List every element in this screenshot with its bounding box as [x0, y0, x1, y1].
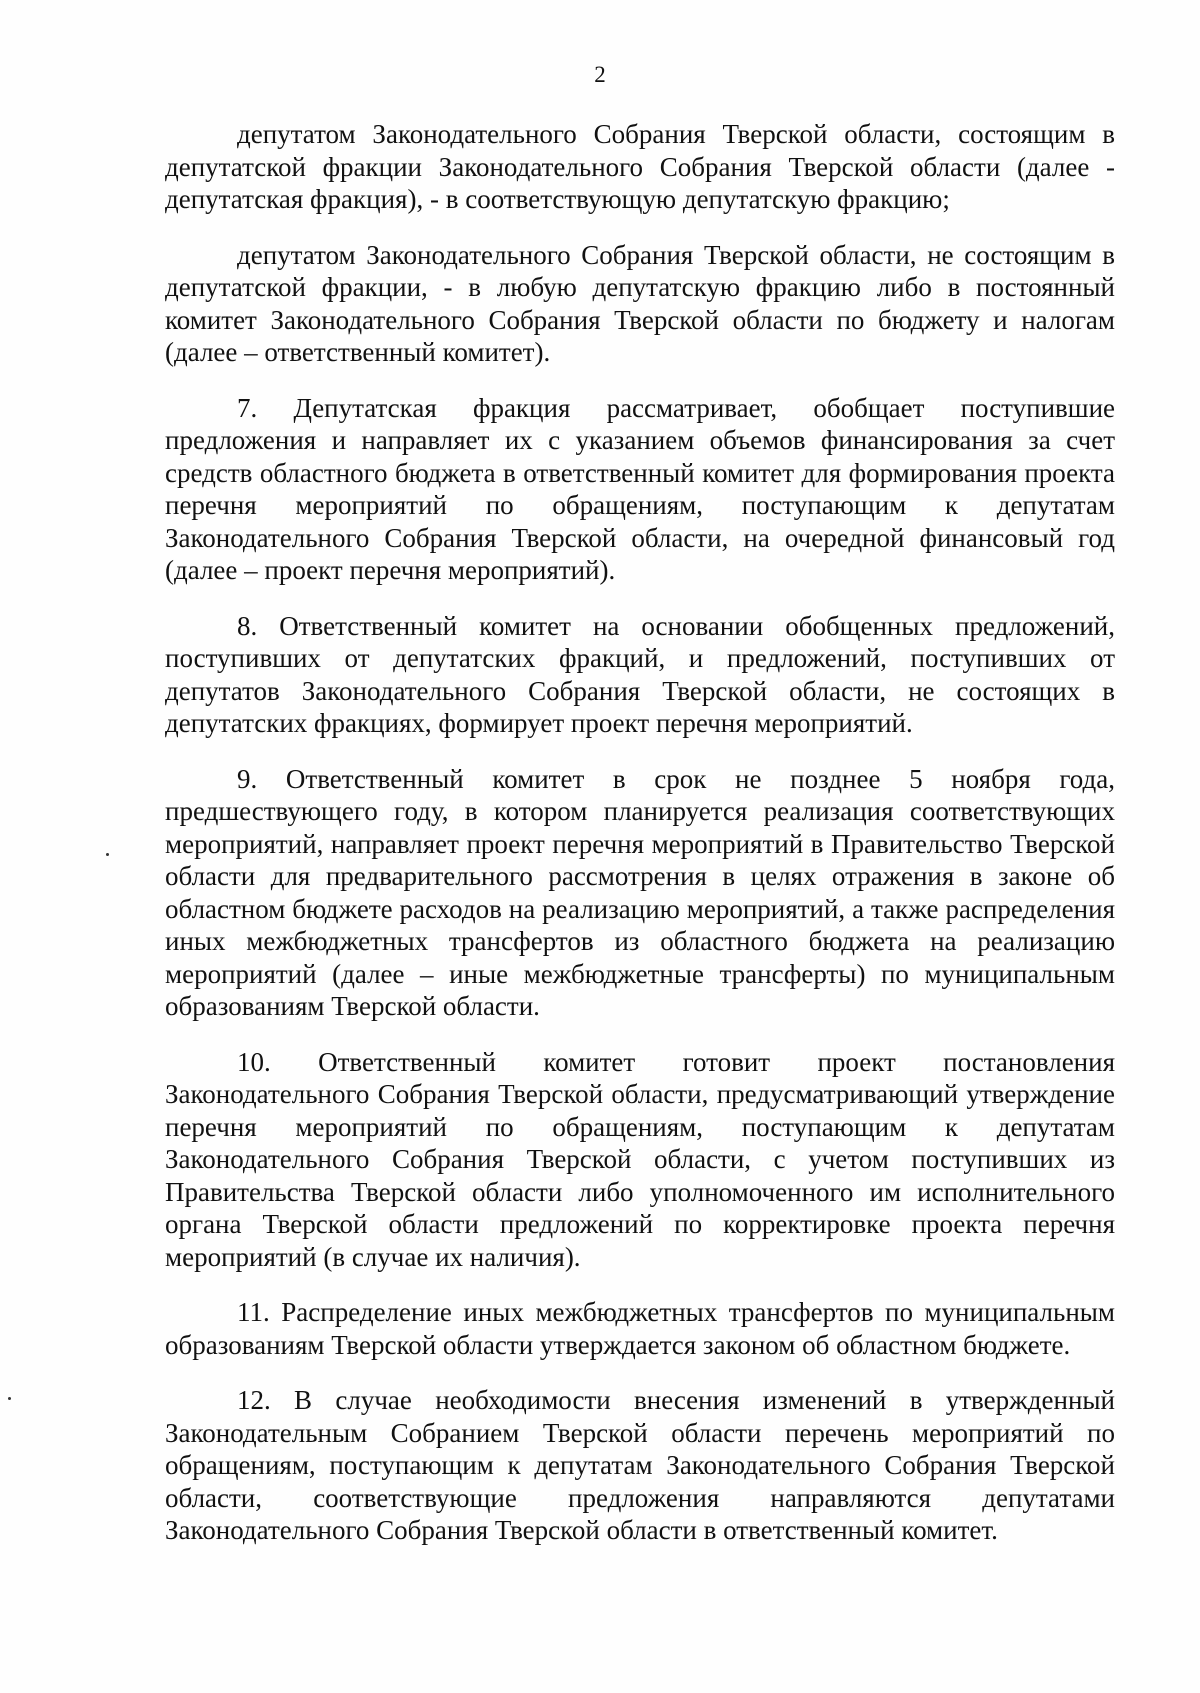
page-number: 2 [594, 62, 606, 87]
paragraph-item-12: 12. В случае необходимости внесения изменений в утвержденный Законодательным Собранием Тверской области перечень мероприятий по обращениям, поступающим к депутатам Законодательного Собрания Тверской области, соответствующие предложения направляются депутатами Законодательного Собрания Тверской области в ответственный комитет. [165, 1385, 1115, 1545]
paragraph-item-11: 11. Распределение иных межбюджетных трансфертов по муниципальным образованиям Тверской области утверждается законом об областном бюджете. [165, 1297, 1115, 1360]
paragraph-item-8: 8. Ответственный комитет на основании обобщенных предложений, поступивших от депутатских фракций, и предложений, поступивших от депутатов Законодательного Собрания Тверской области, не состоящих в депутатских фракциях, формирует проект перечня мероприятий. [165, 610, 1115, 738]
paragraph-item-9: 9. Ответственный комитет в срок не позднее 5 ноября года, предшествующего году, в котором планируется реализация соответствующих мероприятий, направляет проект перечня мероприятий в Правительство Тверской области для предварительного рассмотрения в целях отражения в законе об областном бюджете расходов на реализацию мероприятий, а также распределения иных межбюджетных трансфертов из областного бюджета на реализацию мероприятий (далее – иные межбюджетные трансферты) по муниципальным образованиям Тверской области. [165, 763, 1115, 1021]
paragraph-item-10: 10. Ответственный комитет готовит проект постановления Законодательного Собрания Тверской области, предусматривающий утверждение перечня мероприятий по обращениям, поступающим к депутатам Законодательного Собрания Тверской области, с учетом поступивших из Правительства Тверской области либо уполномоченного им исполнительного органа Тверской области предложений по корректировке проекта перечня мероприятий (в случае их наличия). [165, 1046, 1115, 1272]
paragraph-deputy-in-faction: депутатом Законодательного Собрания Тверской области, состоящим в депутатской фракции Законодательного Собрания Тверской области (далее - депутатская фракция), - в соответствующую депутатскую фракцию; [165, 119, 1115, 214]
paragraph-deputy-not-in-faction: депутатом Законодательного Собрания Тверской области, не состоящим в депутатской фракции, - в любую депутатскую фракцию либо в постоянный комитет Законодательного Собрания Тверской области по бюджету и налогам (далее – ответственный комитет). [165, 239, 1115, 367]
document-body [165, 118, 1115, 1547]
scan-artifact-dot [106, 853, 109, 856]
scan-artifact-dot [8, 1397, 11, 1400]
paragraph-item-7: 7. Депутатская фракция рассматривает, обобщает поступившие предложения и направляет их с указанием объемов финансирования за счет средств областного бюджета в ответственный комитет для формирования проекта перечня мероприятий по обращениям, поступающим к депутатам Законодательного Собрания Тверской области, на очередной финансовый год (далее – проект перечня мероприятий). [165, 392, 1115, 585]
